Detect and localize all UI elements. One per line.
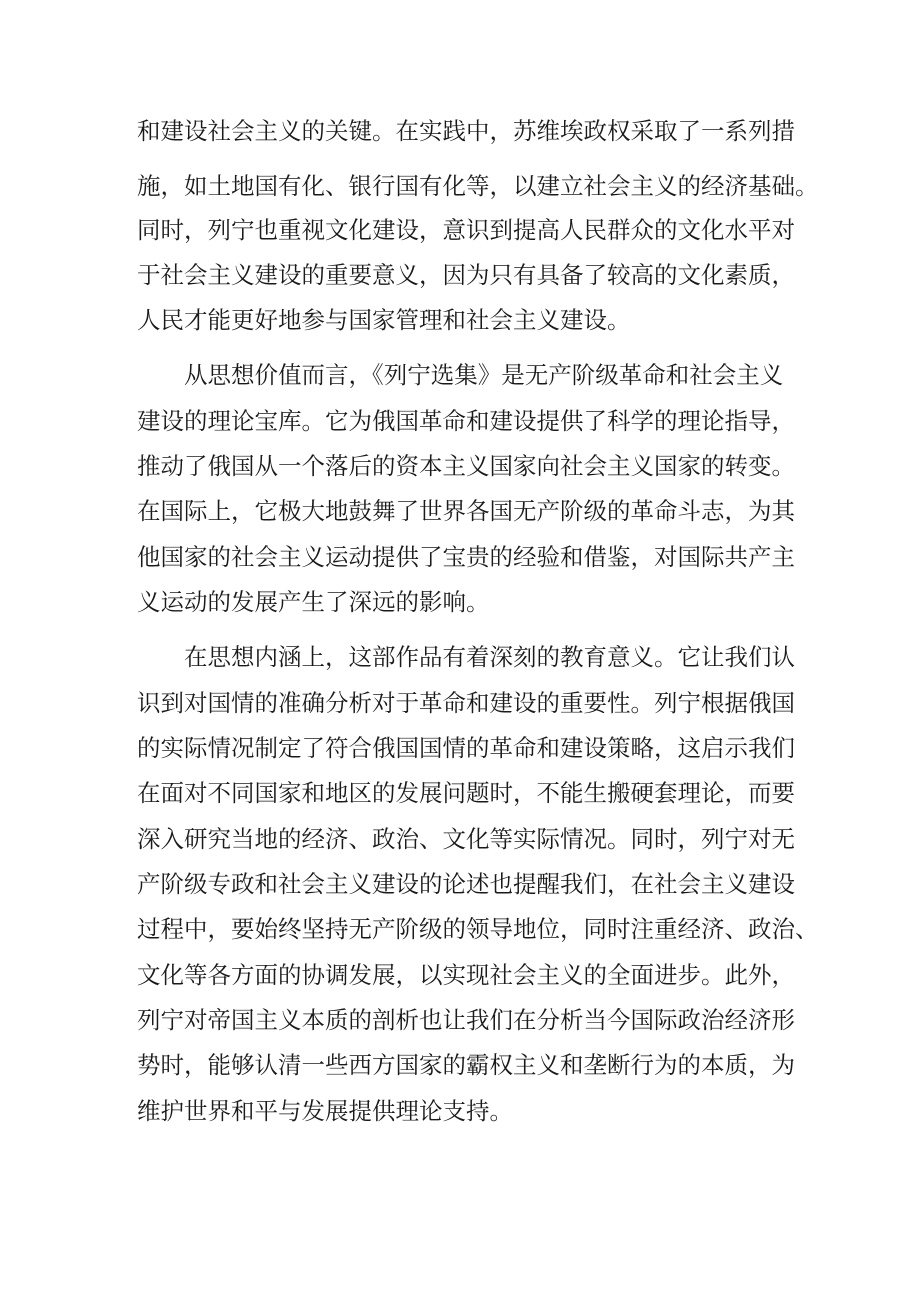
text-line: 文化等各方面的协调发展，以实现社会主义的全面进步。此外，: [137, 961, 795, 989]
text-line: 在思想内涵上，这部作品有着深刻的教育意义。它让我们认: [184, 643, 795, 671]
text-line: 在国际上，它极大地鼓舞了世界各国无产阶级的革命斗志，为其: [137, 497, 795, 525]
text-line: 同时，列宁也重视文化建设，意识到提高人民群众的文化水平对: [137, 216, 795, 244]
text-line: 人民才能更好地参与国家管理和社会主义建设。: [137, 306, 631, 334]
text-line: 势时，能够认清一些西方国家的霸权主义和垄断行为的本质，为: [137, 1051, 795, 1079]
text-line: 在面对不同国家和地区的发展问题时，不能生搬硬套理论，而要: [137, 779, 795, 807]
text-line: 的实际情况制定了符合俄国国情的革命和建设策略，这启示我们: [137, 734, 795, 762]
text-line: 和建设社会主义的关键。在实践中，苏维埃政权采取了一系列措: [137, 117, 795, 145]
text-line: 列宁对帝国主义本质的剖析也让我们在分析当今国际政治经济形: [137, 1006, 795, 1034]
text-line: 深入研究当地的经济、政治、文化等实际情况。同时，列宁对无: [137, 825, 795, 853]
text-line: 于社会主义建设的重要意义，因为只有具备了较高的文化素质，: [137, 261, 795, 289]
text-line: 产阶级专政和社会主义建设的论述也提醒我们，在社会主义建设: [137, 870, 795, 898]
text-line: 识到对国情的准确分析对于革命和建设的重要性。列宁根据俄国: [137, 689, 795, 717]
text-line: 推动了俄国从一个落后的资本主义国家向社会主义国家的转变。: [137, 452, 795, 480]
text-line: 义运动的发展产生了深远的影响。: [137, 588, 490, 616]
text-line: 维护世界和平与发展提供理论支持。: [137, 1097, 513, 1125]
text-line: 从思想价值而言，《列宁选集》是无产阶级革命和社会主义: [184, 361, 784, 389]
text-line: 他国家的社会主义运动提供了宝贵的经验和借鉴，对国际共产主: [137, 543, 795, 571]
text-line: 过程中，要始终坚持无产阶级的领导地位，同时注重经济、政治、: [137, 915, 819, 943]
text-line: 建设的理论宝库。它为俄国革命和建设提供了科学的理论指导，: [137, 407, 795, 435]
text-line: 施，如土地国有化、银行国有化等，以建立社会主义的经济基础。: [137, 172, 819, 200]
